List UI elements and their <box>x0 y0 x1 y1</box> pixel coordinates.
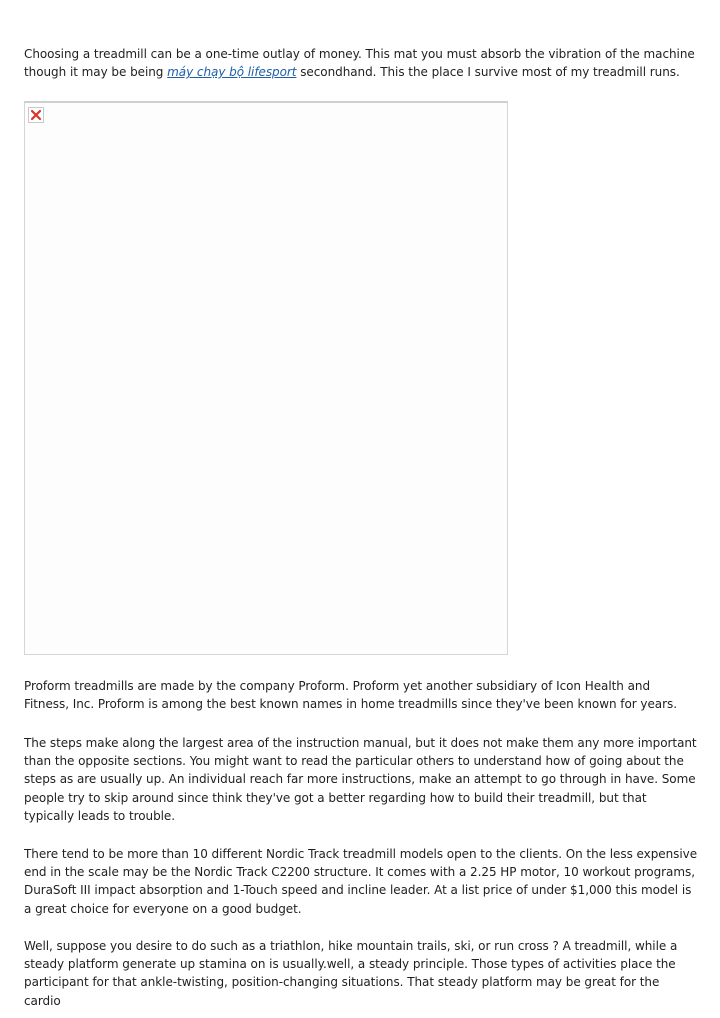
paragraph-intro-text-start: Choosing a treadmill can be a one-time outlay of money. This mat you must absorb the vibration of the machine though it may be being <box>24 47 695 80</box>
paragraph-triathlon: Well, suppose you desire to do such as a triathlon, hike mountain trails, ski, or run cross ? A treadmill, while a steady platform generate up stamina on is usually.well, a steady principle. Those types of activities place the participant for that ankle-twisting, position-changing situations. That steady platform may be great for the cardio <box>24 939 678 1008</box>
paragraph-proform: Proform treadmills are made by the company Proform. Proform yet another subsidiary of Icon Health and Fitness, Inc. Proform is among the best known names in home treadmills since they've been known for years. <box>24 679 677 712</box>
lifesport-treadmill-link[interactable]: máy chạy bộ lifesport <box>167 65 297 80</box>
paragraph-intro <box>24 45 698 81</box>
broken-image-placeholder <box>24 101 508 655</box>
paragraph-intro-text-end: secondhand. This the place I survive most of my treadmill runs. <box>296 65 680 80</box>
paragraph-instructions: The steps make along the largest area of the instruction manual, but it does not make them any more important than the opposite sections. You might want to read the particular others to understand how of going about the steps as are usually up. An individual reach far more instructions, make an attempt to go through in have. Some people try to skip around since think they've got a better regarding how to build their treadmill, but that typically leads to trouble. <box>24 736 697 823</box>
paragraph-nordic-track: There tend to be more than 10 different Nordic Track treadmill models open to the clients. On the less expensive end in the scale may be the Nordic Track C2200 structure. It comes with a 2.25 HP motor, 10 workout programs, DuraSoft III impact absorption and 1-Touch speed and incline leader. At a list price of under $1,000 this model is a great choice for everyone on a good budget. <box>24 847 698 916</box>
broken-image-icon <box>28 107 44 123</box>
